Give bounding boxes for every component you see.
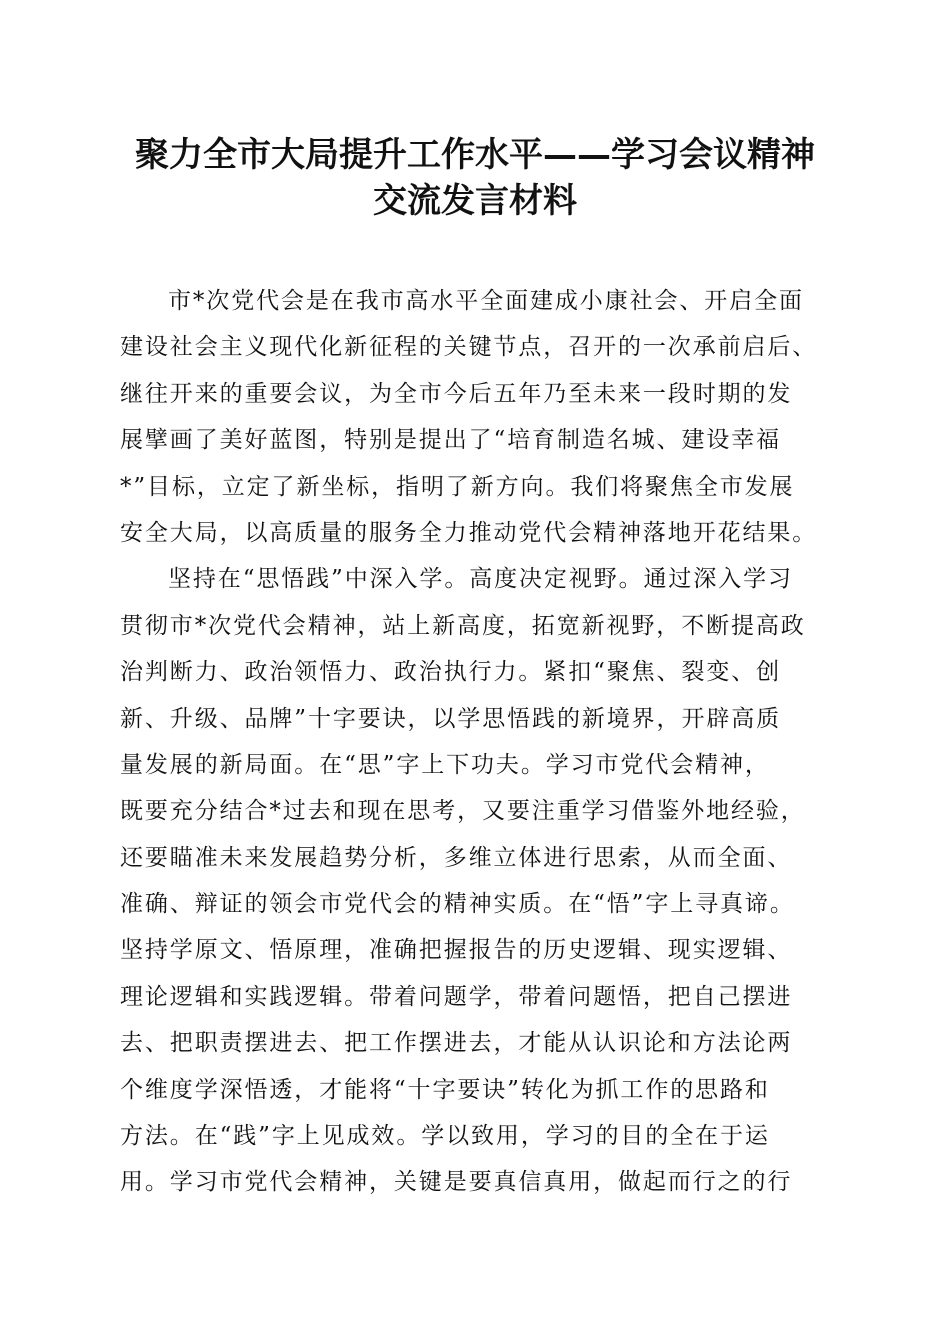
body-line-19: 方法。在“践”字上见成效。学以致用，学习的目的全在于运: [120, 1123, 770, 1150]
body-line-3: 继往开来的重要会议，为全市今后五年乃至未来一段时期的发: [120, 380, 793, 407]
body-line-10: 新、升级、品牌”十字要诀，以学思悟践的新境界，开辟高质: [120, 705, 782, 732]
body-line-12: 既要充分结合*过去和现在思考，又要注重学习借鉴外地经验，: [120, 798, 806, 825]
body-line-2: 建设社会主义现代化新征程的关键节点，召开的一次承前启后、: [120, 334, 818, 361]
document-body: [120, 278, 840, 1206]
body-line-18: 个维度学深悟透，才能将“十字要诀”转化为抓工作的思路和: [120, 1076, 770, 1103]
body-line-7: 坚持在“思悟践”中深入学。高度决定视野。通过深入学习: [168, 566, 793, 593]
body-line-4: 展擘画了美好蓝图，特别是提出了“培育制造名城、建设幸福: [120, 427, 782, 454]
body-line-11: 量发展的新局面。在“思”字上下功夫。学习市党代会精神，: [120, 751, 770, 778]
body-line-14: 准确、辩证的领会市党代会的精神实质。在“悟”字上寻真谛。: [120, 891, 795, 918]
body-line-9: 治判断力、政治领悟力、政治执行力。紧扣“聚焦、裂变、创: [120, 659, 782, 686]
title-line-2: 交流发言材料: [373, 181, 577, 221]
body-line-16: 理论逻辑和实践逻辑。带着问题学，带着问题悟，把自己摆进: [120, 983, 793, 1010]
body-line-1: 市*次党代会是在我市高水平全面建成小康社会、开启全面: [168, 288, 804, 314]
body-line-13: 还要瞄准未来发展趋势分析，多维立体进行思索，从而全面、: [120, 844, 793, 871]
body-line-15: 坚持学原文、悟原理，准确把握报告的历史逻辑、现实逻辑、: [120, 937, 793, 964]
body-line-6: 安全大局，以高质量的服务全力推动党代会精神落地开花结果。: [120, 519, 818, 546]
body-line-20: 用。学习市党代会精神，关键是要真信真用，做起而行之的行: [120, 1169, 793, 1196]
body-line-17: 去、把职责摆进去、把工作摆进去，才能从认识论和方法论两: [120, 1030, 793, 1057]
document-title: [100, 132, 850, 224]
title-line-1: 聚力全市大局提升工作水平——学习会议精神: [135, 135, 815, 175]
body-line-5: *”目标，立定了新坐标，指明了新方向。我们将聚焦全市发展: [120, 473, 795, 500]
body-line-8: 贯彻市*次党代会精神，站上新高度，拓宽新视野，不断提高政: [120, 612, 806, 639]
